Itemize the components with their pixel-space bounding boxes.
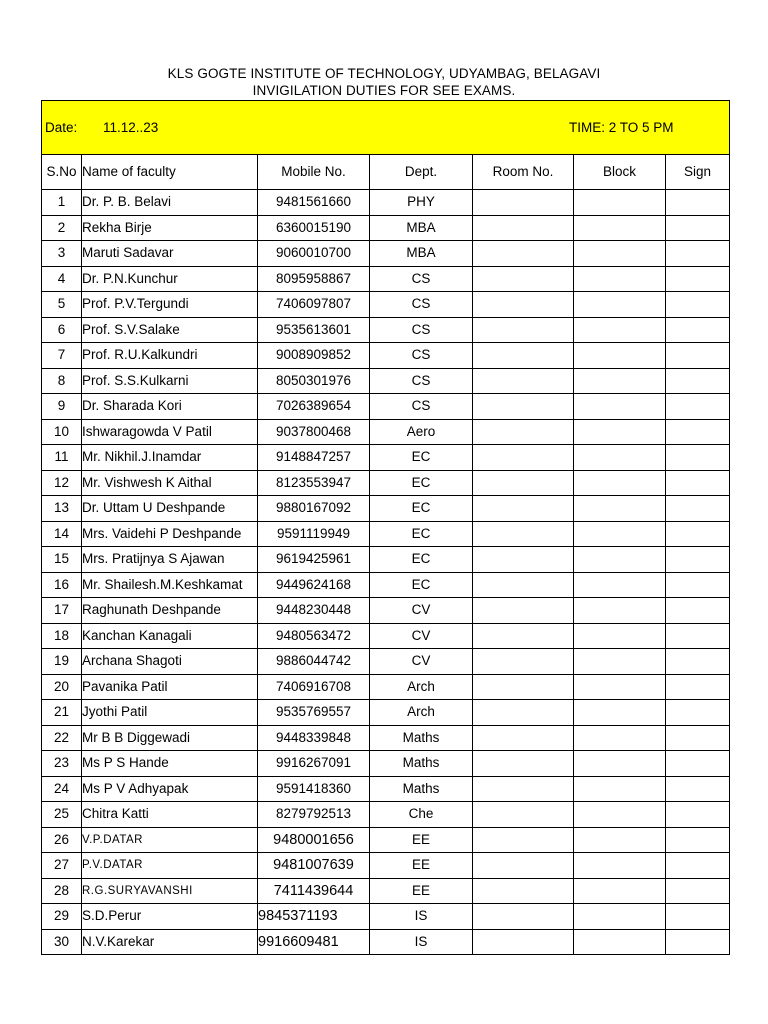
row-dept: PHY: [370, 190, 473, 216]
row-sign: [666, 521, 730, 547]
row-sign: [666, 241, 730, 267]
row-dept: CS: [370, 394, 473, 420]
header-dept: Dept.: [370, 155, 473, 190]
row-dept: CS: [370, 343, 473, 369]
row-sign: [666, 904, 730, 930]
header-sno: S.No: [42, 155, 82, 190]
table-row: [42, 853, 730, 879]
row-room: [473, 241, 574, 267]
row-mobile: 8095958867: [258, 266, 370, 292]
table-row: [42, 445, 730, 471]
row-mobile: 9480001656: [258, 827, 370, 853]
table-row: [42, 572, 730, 598]
row-dept: Maths: [370, 776, 473, 802]
row-mobile: 7406916708: [258, 674, 370, 700]
row-block: [574, 725, 666, 751]
institute-title: KLS GOGTE INSTITUTE OF TECHNOLOGY, UDYAMBAG, BELAGAVI: [167, 66, 601, 81]
row-sno: 14: [42, 521, 82, 547]
row-room: [473, 853, 574, 879]
table-row: [42, 929, 730, 955]
date-time-row: [42, 101, 730, 155]
row-room: [473, 521, 574, 547]
table-row: [42, 343, 730, 369]
table-row: [42, 190, 730, 216]
table-row: [42, 241, 730, 267]
row-dept: CS: [370, 368, 473, 394]
row-sno: 21: [42, 700, 82, 726]
row-sign: [666, 496, 730, 522]
row-block: [574, 878, 666, 904]
row-name: Dr. P.N.Kunchur: [82, 266, 258, 292]
row-mobile: 9481561660: [258, 190, 370, 216]
table-row: [42, 215, 730, 241]
row-block: [574, 343, 666, 369]
row-sign: [666, 700, 730, 726]
row-sno: 1: [42, 190, 82, 216]
row-name: R.G.SURYAVANSHI: [82, 878, 258, 904]
row-sno: 3: [42, 241, 82, 267]
row-name: Kanchan Kanagali: [82, 623, 258, 649]
row-sign: [666, 751, 730, 777]
row-dept: Aero: [370, 419, 473, 445]
row-sno: 7: [42, 343, 82, 369]
row-sign: [666, 623, 730, 649]
row-block: [574, 802, 666, 828]
row-room: [473, 470, 574, 496]
row-sign: [666, 827, 730, 853]
row-name: Dr. Uttam U Deshpande: [82, 496, 258, 522]
table-row: [42, 292, 730, 318]
row-block: [574, 547, 666, 573]
row-sign: [666, 343, 730, 369]
row-block: [574, 292, 666, 318]
row-name: P.V.DATAR: [82, 853, 258, 879]
row-sign: [666, 725, 730, 751]
row-name: Ishwaragowda V Patil: [82, 419, 258, 445]
row-sign: [666, 547, 730, 573]
row-room: [473, 572, 574, 598]
row-sign: [666, 802, 730, 828]
row-mobile: 9880167092: [258, 496, 370, 522]
table-row: [42, 725, 730, 751]
row-block: [574, 496, 666, 522]
row-sno: 25: [42, 802, 82, 828]
row-room: [473, 904, 574, 930]
table-row: [42, 776, 730, 802]
table-row: [42, 649, 730, 675]
row-room: [473, 827, 574, 853]
row-sign: [666, 929, 730, 955]
row-dept: Arch: [370, 700, 473, 726]
row-name: V.P.DATAR: [82, 827, 258, 853]
row-room: [473, 292, 574, 318]
row-room: [473, 547, 574, 573]
row-block: [574, 674, 666, 700]
row-sno: 10: [42, 419, 82, 445]
row-name: Dr. Sharada Kori: [82, 394, 258, 420]
table-row: [42, 751, 730, 777]
table-row: [42, 547, 730, 573]
row-dept: Arch: [370, 674, 473, 700]
row-sign: [666, 215, 730, 241]
row-mobile: 9148847257: [258, 445, 370, 471]
row-room: [473, 725, 574, 751]
row-dept: EC: [370, 547, 473, 573]
row-mobile: 9845371193: [258, 904, 370, 930]
table-row: [42, 266, 730, 292]
column-header-row: [42, 155, 730, 190]
row-block: [574, 215, 666, 241]
row-sno: 4: [42, 266, 82, 292]
row-room: [473, 343, 574, 369]
row-sign: [666, 445, 730, 471]
row-block: [574, 929, 666, 955]
header-mobile: Mobile No.: [258, 155, 370, 190]
table-row: [42, 419, 730, 445]
row-room: [473, 700, 574, 726]
header-name: Name of faculty: [82, 155, 258, 190]
table-row: [42, 496, 730, 522]
row-mobile: 9449624168: [258, 572, 370, 598]
table-row: [42, 878, 730, 904]
row-mobile: 9008909852: [258, 343, 370, 369]
time-label: TIME: 2 TO 5 PM: [569, 120, 674, 135]
row-room: [473, 598, 574, 624]
row-sign: [666, 598, 730, 624]
row-sno: 26: [42, 827, 82, 853]
row-name: Mr. Vishwesh K Aithal: [82, 470, 258, 496]
row-dept: IS: [370, 929, 473, 955]
row-name: Archana Shagoti: [82, 649, 258, 675]
row-block: [574, 598, 666, 624]
row-sno: 28: [42, 878, 82, 904]
row-dept: EC: [370, 572, 473, 598]
row-room: [473, 674, 574, 700]
row-sno: 12: [42, 470, 82, 496]
row-name: Prof. S.S.Kulkarni: [82, 368, 258, 394]
row-name: Ms P V Adhyapak: [82, 776, 258, 802]
row-mobile: 9619425961: [258, 547, 370, 573]
row-block: [574, 700, 666, 726]
row-mobile: 9481007639: [258, 853, 370, 879]
row-dept: Che: [370, 802, 473, 828]
table-row: [42, 368, 730, 394]
row-sno: 24: [42, 776, 82, 802]
row-room: [473, 215, 574, 241]
row-block: [574, 649, 666, 675]
row-mobile: 9535769557: [258, 700, 370, 726]
table-row: [42, 700, 730, 726]
row-dept: EC: [370, 496, 473, 522]
row-mobile: 9448339848: [258, 725, 370, 751]
row-block: [574, 904, 666, 930]
table-row: [42, 802, 730, 828]
row-name: Pavanika Patil: [82, 674, 258, 700]
row-name: Prof. P.V.Tergundi: [82, 292, 258, 318]
row-sign: [666, 190, 730, 216]
row-sno: 8: [42, 368, 82, 394]
row-sign: [666, 853, 730, 879]
table-row: [42, 317, 730, 343]
row-block: [574, 368, 666, 394]
table-row: [42, 521, 730, 547]
row-dept: EE: [370, 878, 473, 904]
row-dept: IS: [370, 904, 473, 930]
row-sign: [666, 470, 730, 496]
row-sign: [666, 368, 730, 394]
row-name: Chitra Katti: [82, 802, 258, 828]
table-row: [42, 674, 730, 700]
row-room: [473, 776, 574, 802]
row-sno: 2: [42, 215, 82, 241]
row-room: [473, 878, 574, 904]
row-dept: EE: [370, 853, 473, 879]
table-row: [42, 394, 730, 420]
row-name: Jyothi Patil: [82, 700, 258, 726]
row-sign: [666, 649, 730, 675]
row-mobile: 8050301976: [258, 368, 370, 394]
row-sign: [666, 317, 730, 343]
row-block: [574, 445, 666, 471]
row-dept: MBA: [370, 215, 473, 241]
row-sno: 6: [42, 317, 82, 343]
row-name: Maruti Sadavar: [82, 241, 258, 267]
row-block: [574, 241, 666, 267]
row-block: [574, 470, 666, 496]
row-mobile: 6360015190: [258, 215, 370, 241]
row-dept: Maths: [370, 751, 473, 777]
row-dept: CV: [370, 649, 473, 675]
date-time-cell: [42, 101, 730, 155]
row-block: [574, 419, 666, 445]
row-dept: CS: [370, 292, 473, 318]
row-name: S.D.Perur: [82, 904, 258, 930]
row-dept: Maths: [370, 725, 473, 751]
row-mobile: 8123553947: [258, 470, 370, 496]
row-mobile: 9535613601: [258, 317, 370, 343]
row-dept: EC: [370, 445, 473, 471]
row-room: [473, 649, 574, 675]
row-sign: [666, 776, 730, 802]
duty-subtitle: INVIGILATION DUTIES FOR SEE EXAMS.: [252, 83, 516, 98]
row-room: [473, 368, 574, 394]
row-sno: 9: [42, 394, 82, 420]
row-name: Ms P S Hande: [82, 751, 258, 777]
row-dept: CV: [370, 623, 473, 649]
row-block: [574, 521, 666, 547]
row-dept: CS: [370, 317, 473, 343]
row-block: [574, 776, 666, 802]
row-room: [473, 419, 574, 445]
row-sign: [666, 394, 730, 420]
row-sign: [666, 572, 730, 598]
row-block: [574, 827, 666, 853]
row-block: [574, 751, 666, 777]
row-block: [574, 190, 666, 216]
row-mobile: 9591418360: [258, 776, 370, 802]
row-sno: 23: [42, 751, 82, 777]
invigilation-table: [41, 100, 730, 955]
row-name: Prof. R.U.Kalkundri: [82, 343, 258, 369]
row-name: Prof. S.V.Salake: [82, 317, 258, 343]
header-sign: Sign: [666, 155, 730, 190]
row-dept: MBA: [370, 241, 473, 267]
row-block: [574, 853, 666, 879]
row-block: [574, 266, 666, 292]
header-block: Block: [574, 155, 666, 190]
row-room: [473, 190, 574, 216]
row-block: [574, 394, 666, 420]
row-name: Mr. Nikhil.J.Inamdar: [82, 445, 258, 471]
row-name: Raghunath Deshpande: [82, 598, 258, 624]
row-sno: 5: [42, 292, 82, 318]
row-block: [574, 572, 666, 598]
row-sno: 18: [42, 623, 82, 649]
row-block: [574, 623, 666, 649]
row-sno: 19: [42, 649, 82, 675]
row-sign: [666, 674, 730, 700]
table-row: [42, 827, 730, 853]
row-sno: 13: [42, 496, 82, 522]
date-value: 11.12..23: [103, 120, 159, 135]
table-row: [42, 904, 730, 930]
row-dept: EC: [370, 521, 473, 547]
header-room: Room No.: [473, 155, 574, 190]
row-room: [473, 929, 574, 955]
row-block: [574, 317, 666, 343]
row-mobile: 7411439644: [258, 878, 370, 904]
row-mobile: 9886044742: [258, 649, 370, 675]
row-room: [473, 751, 574, 777]
row-room: [473, 802, 574, 828]
row-mobile: 9480563472: [258, 623, 370, 649]
row-name: Mr B B Diggewadi: [82, 725, 258, 751]
row-name: Dr. P. B. Belavi: [82, 190, 258, 216]
row-dept: EC: [370, 470, 473, 496]
row-sign: [666, 266, 730, 292]
row-sno: 11: [42, 445, 82, 471]
row-room: [473, 623, 574, 649]
row-dept: CS: [370, 266, 473, 292]
row-mobile: 9060010700: [258, 241, 370, 267]
row-mobile: 9448230448: [258, 598, 370, 624]
row-sno: 30: [42, 929, 82, 955]
row-room: [473, 317, 574, 343]
row-dept: CV: [370, 598, 473, 624]
date-label: Date:: [45, 120, 78, 135]
row-sno: 27: [42, 853, 82, 879]
row-sno: 16: [42, 572, 82, 598]
row-mobile: 9916267091: [258, 751, 370, 777]
row-sno: 22: [42, 725, 82, 751]
table-row: [42, 598, 730, 624]
row-room: [473, 266, 574, 292]
row-sno: 17: [42, 598, 82, 624]
row-mobile: 9591119949: [258, 521, 370, 547]
row-mobile: 9916609481: [258, 929, 370, 955]
table-row: [42, 470, 730, 496]
row-room: [473, 496, 574, 522]
row-name: Mrs. Pratijnya S Ajawan: [82, 547, 258, 573]
row-sno: 29: [42, 904, 82, 930]
row-sign: [666, 292, 730, 318]
row-mobile: 8279792513: [258, 802, 370, 828]
row-mobile: 7026389654: [258, 394, 370, 420]
row-sno: 20: [42, 674, 82, 700]
row-mobile: 7406097807: [258, 292, 370, 318]
row-name: Rekha Birje: [82, 215, 258, 241]
row-name: Mr. Shailesh.M.Keshkamat: [82, 572, 258, 598]
row-mobile: 9037800468: [258, 419, 370, 445]
row-name: N.V.Karekar: [82, 929, 258, 955]
row-room: [473, 394, 574, 420]
row-room: [473, 445, 574, 471]
table-row: [42, 623, 730, 649]
row-dept: EE: [370, 827, 473, 853]
row-name: Mrs. Vaidehi P Deshpande: [82, 521, 258, 547]
row-sign: [666, 419, 730, 445]
row-sno: 15: [42, 547, 82, 573]
row-sign: [666, 878, 730, 904]
